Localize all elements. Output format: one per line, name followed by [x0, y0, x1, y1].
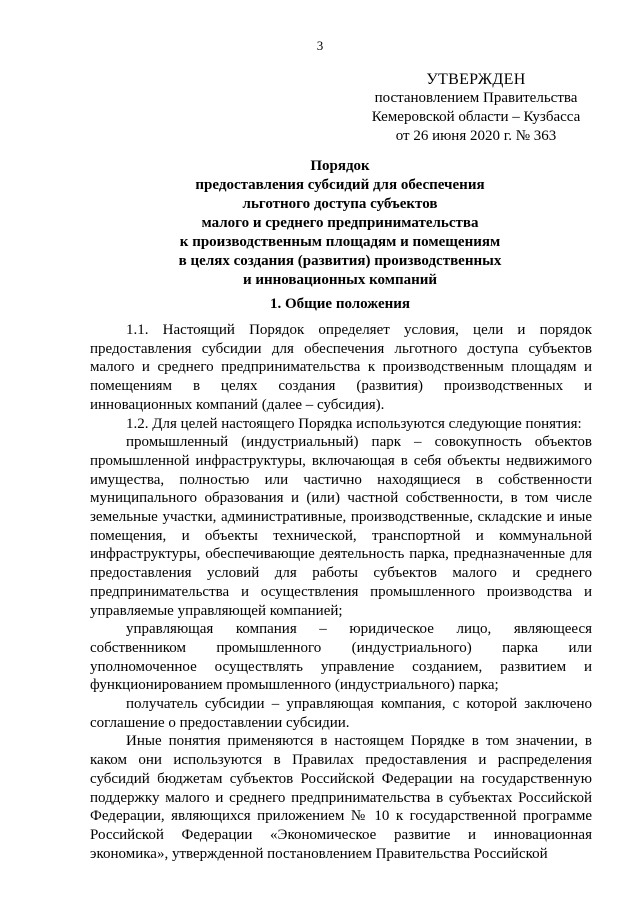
- document-title-line: к производственным площадям и помещениям: [179, 234, 501, 250]
- document-title-line: льготного доступа субъектов: [242, 196, 438, 212]
- paragraph: Иные понятия применяются в настоящем Порядке в том значении, в каком они используются в Правилах предоставления и распределения субсидий бюджетам субъектов Российской Федерации на государственную поддержку малого и среднего предпринимательства в субъектах Российской Федерации, являющихся приложением № 10 к государственной программе Российской Федерации «Экономическое развитие и инновационная экономика», утвержденной постановлением Правительства Российской: [90, 733, 592, 862]
- approval-line: постановлением Правительства: [374, 90, 578, 106]
- document-title-line: и инновационных компаний: [242, 272, 438, 288]
- approval-line: от 26 июня 2020 г. № 363: [395, 128, 557, 144]
- document-title-line: малого и среднего предпринимательства: [201, 215, 479, 231]
- document-title: [100, 157, 580, 290]
- page-number: 3: [316, 38, 324, 53]
- paragraph: 1.2. Для целей настоящего Порядка используются следующие понятия:: [126, 415, 582, 432]
- approval-line: Кемеровской области – Кузбасса: [371, 109, 581, 125]
- document-title-line: предоставления субсидий для обеспечения: [195, 177, 485, 193]
- approval-stamp: [360, 70, 592, 146]
- document-body: [90, 321, 592, 863]
- paragraph: управляющая компания – юридическое лицо, являющееся собственником промышленного (индустриального) парка или уполномоченное осуществлять управление созданием, развитием и функционированием промышленного (индустриального) парка;: [90, 621, 592, 694]
- paragraph: получатель субсидии – управляющая компания, с которой заключено соглашение о предоставлении субсидии.: [90, 696, 592, 731]
- document-title-line: в целях создания (развития) производственных: [178, 253, 502, 269]
- document-title-line: Порядок: [310, 158, 370, 174]
- paragraph: 1.1. Настоящий Порядок определяет условия, цели и порядок предоставления субсидии для обеспечения льготного доступа субъектов малого и среднего предпринимательства к производственным площадям и помещениям в целях создания (развития) производственных и инновационных компаний (далее – субсидия).: [90, 322, 592, 413]
- section-heading: 1. Общие положения: [269, 296, 411, 312]
- paragraph: промышленный (индустриальный) парк – совокупность объектов промышленной инфраструктуры, включающая в себя объекты недвижимого имущества, полностью или частично находящиеся в собственности муниципального образования и (или) частной собственности, в том числе земельные участки, административные, производственные, складские и иные помещения, и объекты технической, транспортной и коммунальной инфраструктуры, обеспечивающие деятельность парка, предназначенные для предоставления условий для работы субъектов малого и среднего предпринимательства и осуществления промышленного производства и управляемые управляющей компанией;: [90, 434, 592, 619]
- approval-title: УТВЕРЖДЕН: [426, 71, 526, 88]
